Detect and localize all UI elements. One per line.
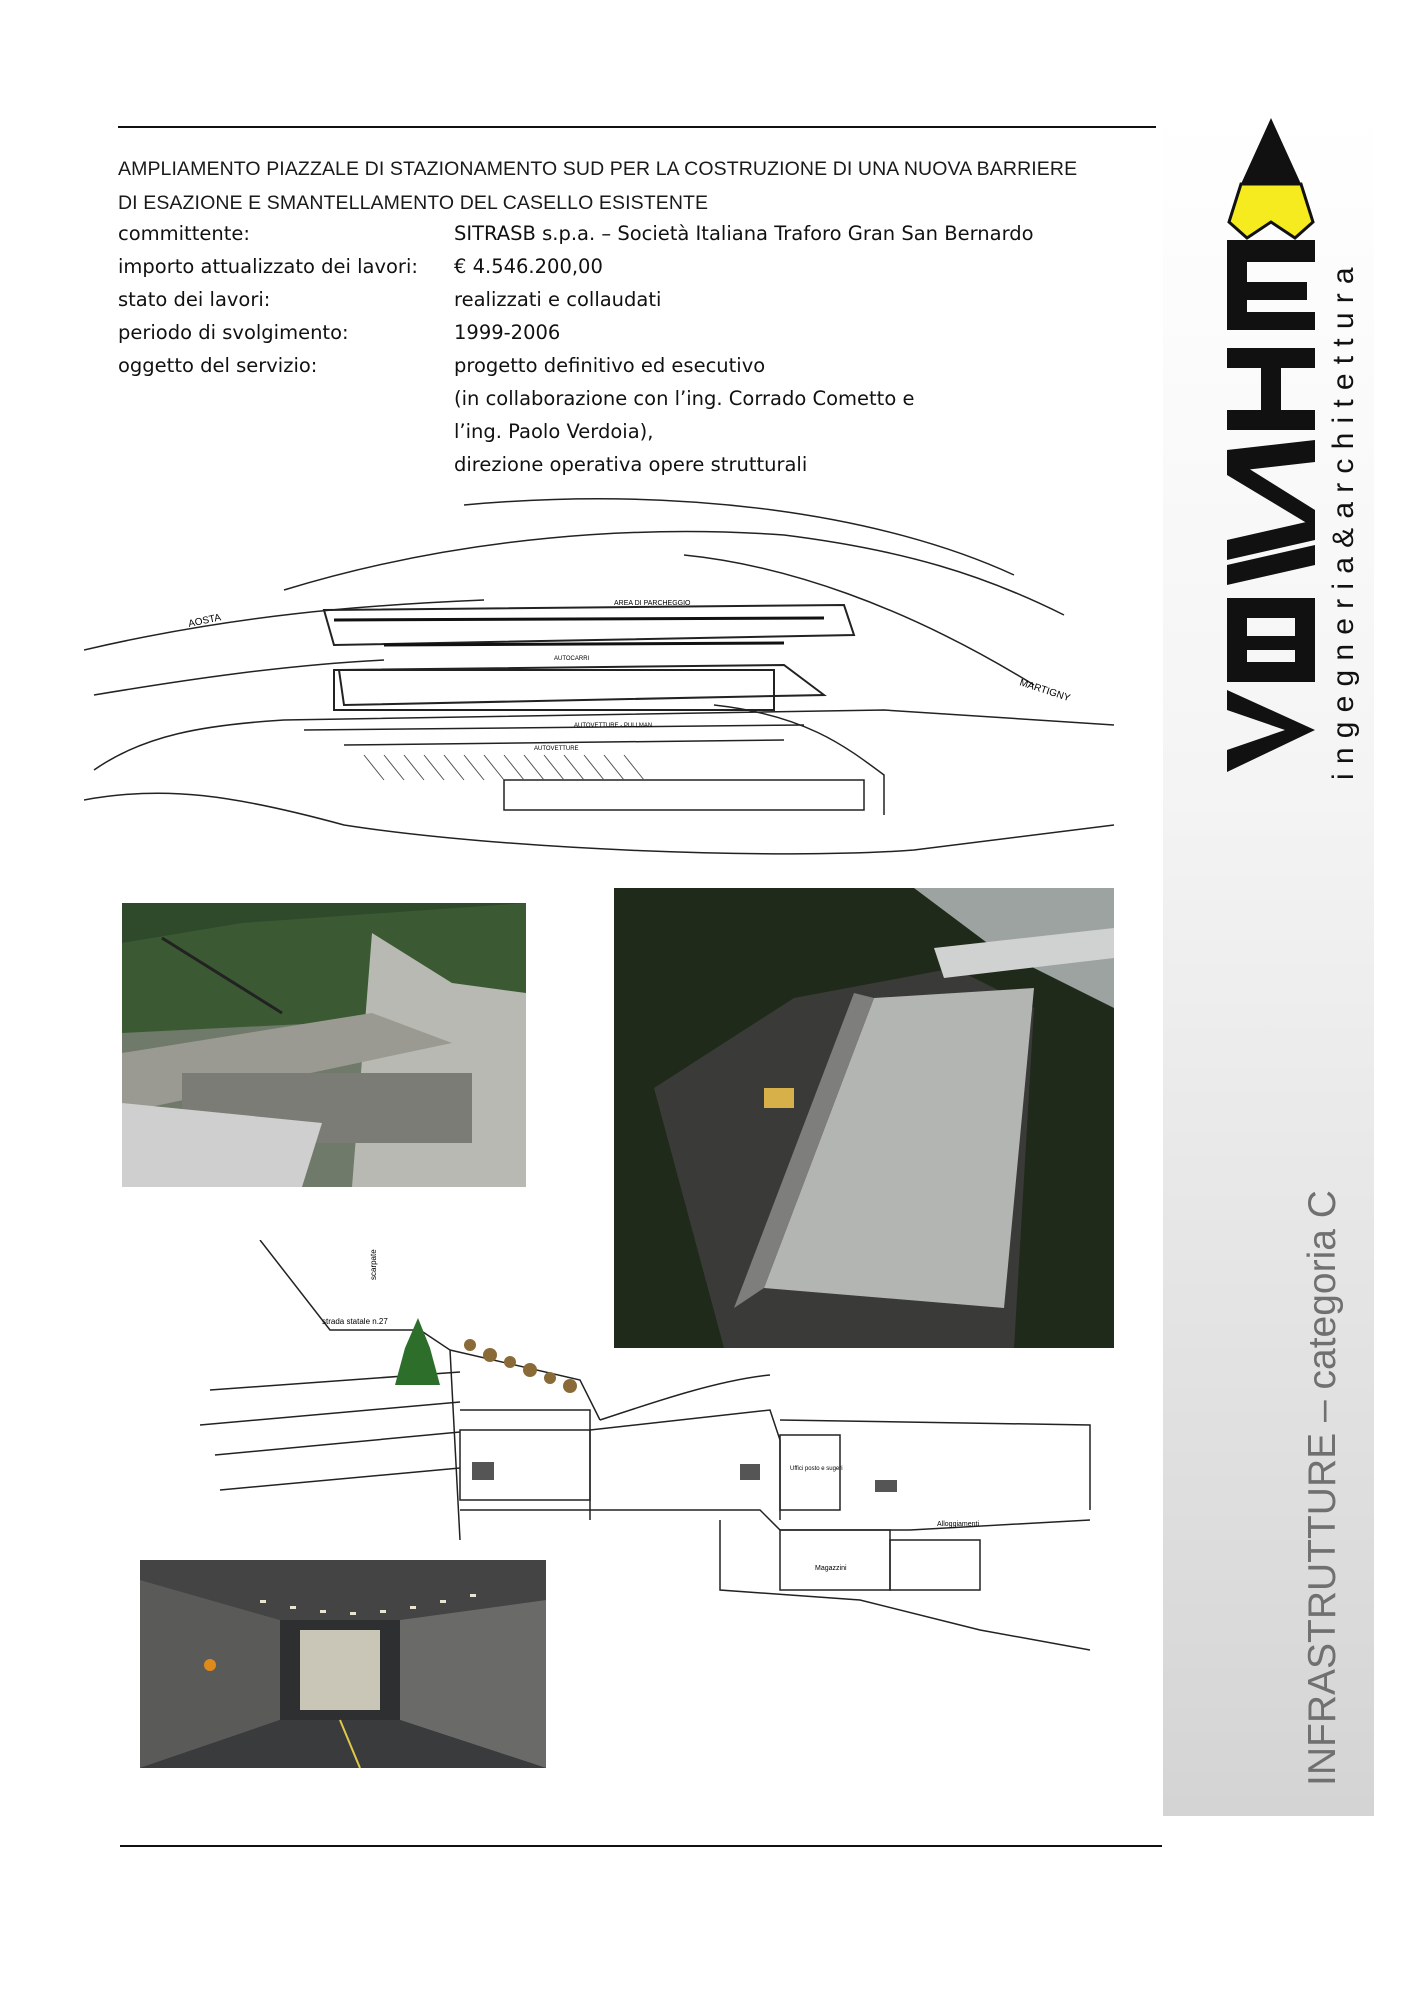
section-label-storage1: Magazzini bbox=[815, 1565, 847, 1572]
info-value: realizzati e collaudati bbox=[454, 288, 662, 311]
plan-label-autocarri: AUTOCARRI bbox=[554, 656, 590, 662]
project-title bbox=[118, 152, 1158, 220]
bottom-rule bbox=[120, 1845, 1162, 1847]
title-line-2: DI ESAZIONE E SMANTELLAMENTO DEL CASELLO ESISTENTE bbox=[118, 192, 709, 214]
info-value: direzione operativa opere strutturali bbox=[454, 453, 808, 476]
info-label: stato dei lavori: bbox=[118, 288, 271, 311]
info-value: 1999-2006 bbox=[454, 321, 561, 344]
info-label: periodo di svolgimento: bbox=[118, 321, 349, 344]
info-value: l’ing. Paolo Verdoia), bbox=[454, 420, 654, 443]
info-value: € 4.546.200,00 bbox=[454, 255, 603, 278]
plan-label-aosta: AOSTA bbox=[187, 612, 223, 630]
section-label-road: strada statale n.27 bbox=[322, 1317, 388, 1326]
site-plan-drawing bbox=[84, 495, 1114, 860]
company-logo bbox=[1205, 110, 1375, 794]
plan-label-autovetture: AUTOVETTURE bbox=[534, 746, 579, 752]
plan-label-parking: AREA DI PARCHEGGIO bbox=[614, 600, 691, 607]
info-label: oggetto del servizio: bbox=[118, 354, 318, 377]
info-label: importo attualizzato dei lavori: bbox=[118, 255, 418, 278]
plan-label-martigny: MARTIGNY bbox=[1018, 677, 1072, 705]
section-label-sidewalk: scarpate bbox=[369, 1249, 378, 1280]
title-line-1: AMPLIAMENTO PIAZZALE DI STAZIONAMENTO SUD PER LA COSTRUZIONE DI UNA NUOVA BARRIERE bbox=[118, 158, 1078, 180]
tunnel-photo bbox=[140, 1560, 546, 1768]
section-label-office: Uffici posto e sugeri bbox=[790, 1466, 843, 1472]
info-value: (in collaborazione con l’ing. Corrado Cometto e bbox=[454, 387, 915, 410]
logo-tagline: ingegneria&architettura bbox=[1327, 258, 1360, 780]
top-rule bbox=[118, 126, 1156, 128]
info-value: SITRASB s.p.a. – Società Italiana Traforo Gran San Bernardo bbox=[454, 222, 1034, 245]
info-label: committente: bbox=[118, 222, 250, 245]
plan-label-pullman: AUTOVETTURE - PULLMAN bbox=[574, 723, 653, 729]
section-label-storage2: Alloggiamenti bbox=[937, 1521, 980, 1528]
category-label: INFRASTRUTTURE – categoria C bbox=[1301, 1190, 1344, 1786]
info-value: progetto definitivo ed esecutivo bbox=[454, 354, 766, 377]
construction-photo bbox=[122, 903, 526, 1187]
